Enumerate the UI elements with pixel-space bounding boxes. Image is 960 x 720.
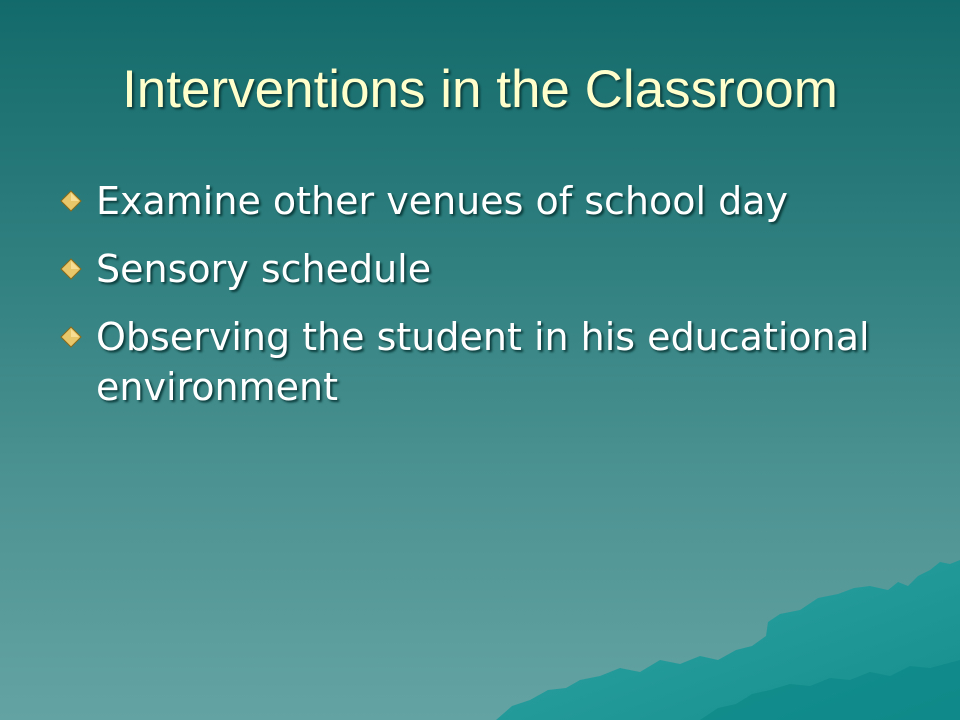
bullet-item bbox=[60, 312, 940, 412]
slide-title: Interventions in the Classroom bbox=[122, 60, 838, 119]
diamond-bullet-icon bbox=[60, 326, 82, 348]
bullet-text: Sensory schedule bbox=[96, 247, 432, 291]
bullet-item bbox=[60, 176, 940, 226]
bullet-text: Observing the student in his educational environment bbox=[96, 315, 870, 409]
diamond-bullet-icon bbox=[60, 258, 82, 280]
diamond-bullet-icon bbox=[60, 190, 82, 212]
bullet-item bbox=[60, 244, 940, 294]
bullet-text: Examine other venues of school day bbox=[96, 179, 789, 223]
bullet-list bbox=[60, 176, 940, 430]
